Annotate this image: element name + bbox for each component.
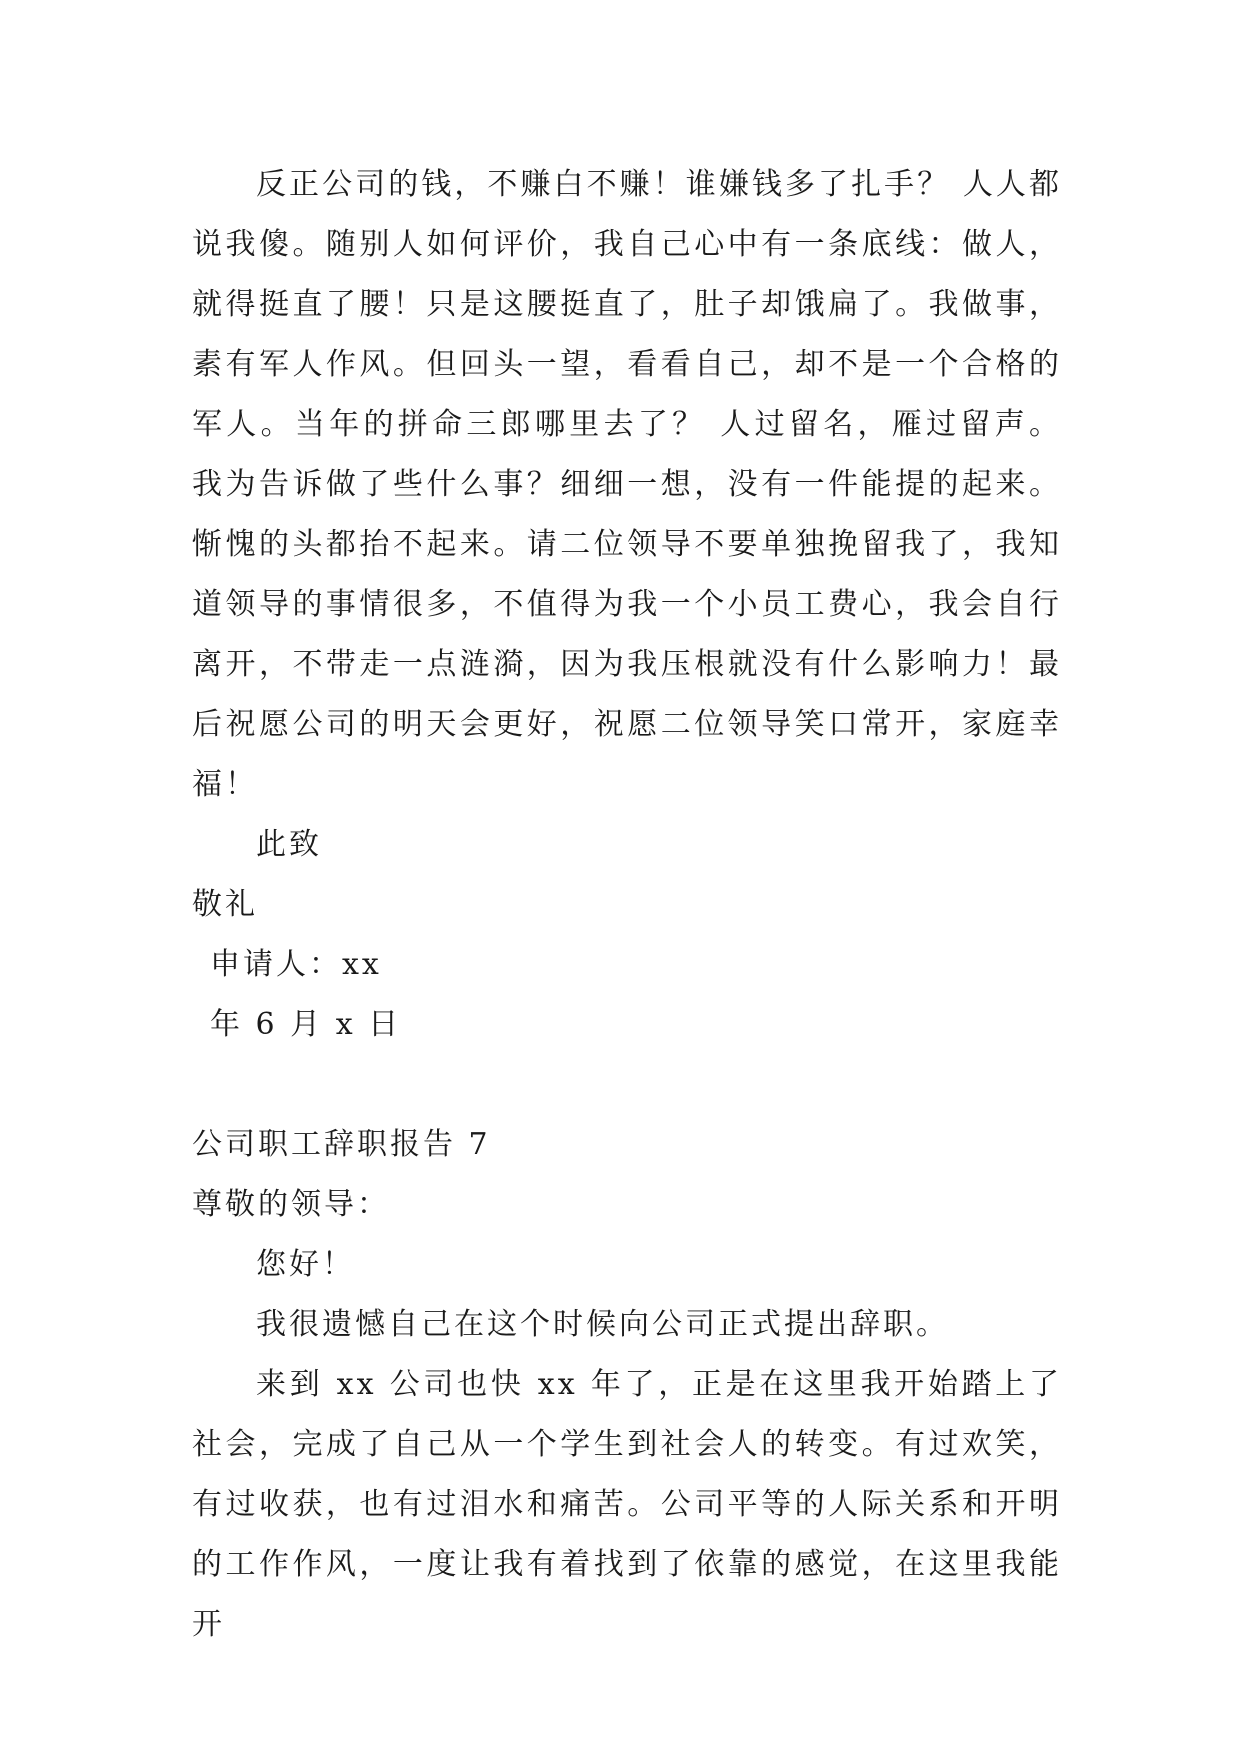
salutation: 尊敬的领导： (192, 1187, 390, 1222)
closing-salute: 敬礼 (192, 887, 258, 922)
closing-line: 此致 (256, 827, 322, 862)
applicant-signature: 申请人：xx (210, 947, 382, 982)
section-gap (192, 1055, 1062, 1115)
greeting: 您好！ (256, 1247, 355, 1282)
document-body (192, 155, 1062, 1655)
body-paragraph: 反正公司的钱，不赚白不赚！谁嫌钱多了扎手？ 人人都说我傻。随别人如何评价，我自己心中有一条底线：做人，就得挺直了腰！只是这腰挺直了，肚子却饿扁了。我做事，素有军人作风。但回头一望，看看自己，却不是一个合格的军人。当年的拼命三郎哪里去了？ 人过留名，雁过留声。我为告诉做了些什么事？细细一想，没有一件能提的起来。惭愧的头都抬不起来。请二位领导不要单独挽留我了，我知道领导的事情很多，不值得为我一个小员工费心，我会自行离开，不带走一点涟漪，因为我压根就没有什么影响力！最后祝愿公司的明天会更好，祝愿二位领导笑口常开，家庭幸福！ (192, 167, 1062, 802)
letter-date: 年 6 月 x 日 (210, 1007, 402, 1042)
body-paragraph: 我很遗憾自己在这个时候向公司正式提出辞职。 (256, 1307, 949, 1342)
section-title: 公司职工辞职报告 7 (192, 1127, 491, 1162)
body-paragraph: 来到 xx 公司也快 xx 年了，正是在这里我开始踏上了社会，完成了自己从一个学生到社会人的转变。有过欢笑，有过收获，也有过泪水和痛苦。公司平等的人际关系和开明的工作作风，一度让我有着找到了依靠的感觉，在这里我能开 (192, 1367, 1062, 1642)
